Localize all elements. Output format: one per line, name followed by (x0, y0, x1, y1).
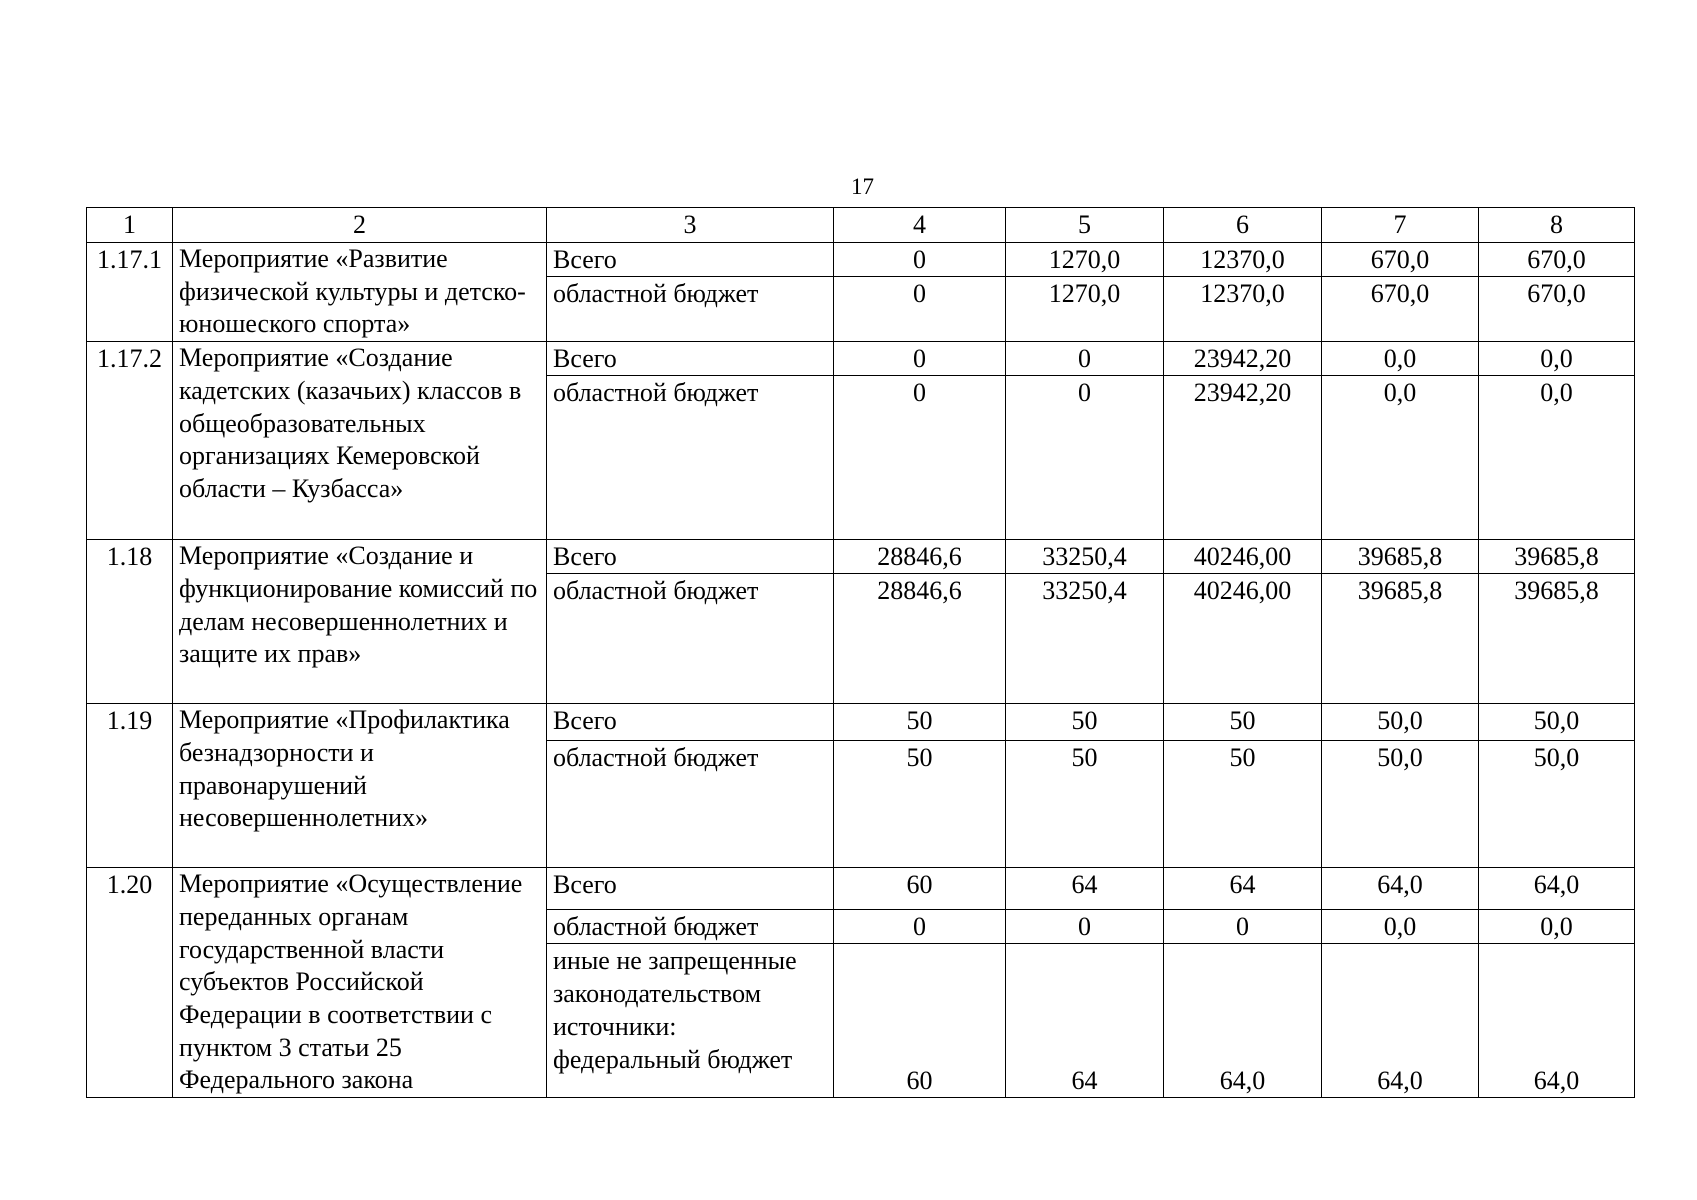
value-cell: 0 (1006, 910, 1164, 944)
value-cell: 50 (834, 741, 1006, 868)
value-cell: 0,0 (1479, 910, 1635, 944)
value-cell: 0 (834, 910, 1006, 944)
table-row (87, 540, 1635, 574)
value-cell: 12370,0 (1164, 277, 1322, 342)
value-cell: 64 (1006, 868, 1164, 910)
column-number: 4 (834, 208, 1006, 243)
value-cell: 50,0 (1322, 741, 1479, 868)
column-number: 5 (1006, 208, 1164, 243)
value-cell: 33250,4 (1006, 574, 1164, 704)
value-cell: 39685,8 (1479, 574, 1635, 704)
value-cell: 23942,20 (1164, 376, 1322, 540)
value-cell: 33250,4 (1006, 540, 1164, 574)
value-cell: 670,0 (1322, 243, 1479, 277)
column-number: 8 (1479, 208, 1635, 243)
column-number: 3 (547, 208, 834, 243)
column-number: 1 (87, 208, 173, 243)
value-cell: 0,0 (1479, 342, 1635, 376)
budget-table (86, 207, 1635, 1098)
source-label: областной бюджет (547, 574, 834, 704)
value-cell: 64,0 (1322, 944, 1479, 1098)
page-number: 17 (851, 174, 874, 199)
value-cell: 40246,00 (1164, 540, 1322, 574)
row-code: 1.20 (87, 868, 173, 1098)
value-cell: 39685,8 (1322, 574, 1479, 704)
value-cell: 0,0 (1322, 910, 1479, 944)
table-row (87, 868, 1635, 910)
value-cell: 64 (1006, 944, 1164, 1098)
source-label: иные не запрещенные законодательством источники: федеральный бюджет (547, 944, 834, 1098)
row-code: 1.18 (87, 540, 173, 704)
column-number: 6 (1164, 208, 1322, 243)
value-cell: 60 (834, 868, 1006, 910)
value-cell: 670,0 (1479, 277, 1635, 342)
source-label: областной бюджет (547, 910, 834, 944)
value-cell: 50,0 (1322, 704, 1479, 741)
value-cell: 50 (1006, 704, 1164, 741)
value-cell: 0 (834, 243, 1006, 277)
row-name: Мероприятие «Создание кадетских (казачьих) классов в общеобразовательных организациях Кемеровской области – Кузбасса» (173, 342, 547, 540)
value-cell: 50 (834, 704, 1006, 741)
table-row (87, 342, 1635, 376)
row-code: 1.17.2 (87, 342, 173, 540)
source-label: Всего (547, 342, 834, 376)
row-code: 1.17.1 (87, 243, 173, 342)
value-cell: 0 (1006, 376, 1164, 540)
value-cell: 50 (1164, 741, 1322, 868)
value-cell: 64,0 (1479, 868, 1635, 910)
value-cell: 50,0 (1479, 704, 1635, 741)
table-row (87, 243, 1635, 277)
value-cell: 64,0 (1479, 944, 1635, 1098)
column-number: 7 (1322, 208, 1479, 243)
value-cell: 64,0 (1322, 868, 1479, 910)
value-cell: 670,0 (1479, 243, 1635, 277)
value-cell: 64,0 (1164, 944, 1322, 1098)
value-cell: 0 (834, 342, 1006, 376)
value-cell: 0,0 (1479, 376, 1635, 540)
value-cell: 50,0 (1479, 741, 1635, 868)
row-name: Мероприятие «Создание и функционирование комиссий по делам несовершеннолетних и защите их прав» (173, 540, 547, 704)
row-name: Мероприятие «Осуществление переданных органам государственной власти субъектов Российской Федерации в соответствии с пунктом 3 статьи 25 Федерального закона (173, 868, 547, 1098)
source-label: Всего (547, 243, 834, 277)
source-label: Всего (547, 704, 834, 741)
value-cell: 0,0 (1322, 342, 1479, 376)
value-cell: 39685,8 (1479, 540, 1635, 574)
value-cell: 39685,8 (1322, 540, 1479, 574)
value-cell: 1270,0 (1006, 277, 1164, 342)
source-label: областной бюджет (547, 376, 834, 540)
value-cell: 670,0 (1322, 277, 1479, 342)
value-cell: 0 (834, 277, 1006, 342)
value-cell: 64 (1164, 868, 1322, 910)
row-name: Мероприятие «Профилактика безнадзорности и правонарушений несовершеннолетних» (173, 704, 547, 868)
value-cell: 12370,0 (1164, 243, 1322, 277)
value-cell: 50 (1164, 704, 1322, 741)
column-number: 2 (173, 208, 547, 243)
table-row (87, 704, 1635, 741)
value-cell: 0,0 (1322, 376, 1479, 540)
column-number-row (87, 208, 1635, 243)
value-cell: 0 (1006, 342, 1164, 376)
value-cell: 28846,6 (834, 574, 1006, 704)
source-label: Всего (547, 868, 834, 910)
source-label: Всего (547, 540, 834, 574)
value-cell: 40246,00 (1164, 574, 1322, 704)
value-cell: 0 (834, 376, 1006, 540)
value-cell: 23942,20 (1164, 342, 1322, 376)
value-cell: 0 (1164, 910, 1322, 944)
row-name: Мероприятие «Развитие физической культуры и детско-юношеского спорта» (173, 243, 547, 342)
source-label: областной бюджет (547, 741, 834, 868)
value-cell: 28846,6 (834, 540, 1006, 574)
row-code: 1.19 (87, 704, 173, 868)
source-label: областной бюджет (547, 277, 834, 342)
value-cell: 60 (834, 944, 1006, 1098)
value-cell: 1270,0 (1006, 243, 1164, 277)
value-cell: 50 (1006, 741, 1164, 868)
